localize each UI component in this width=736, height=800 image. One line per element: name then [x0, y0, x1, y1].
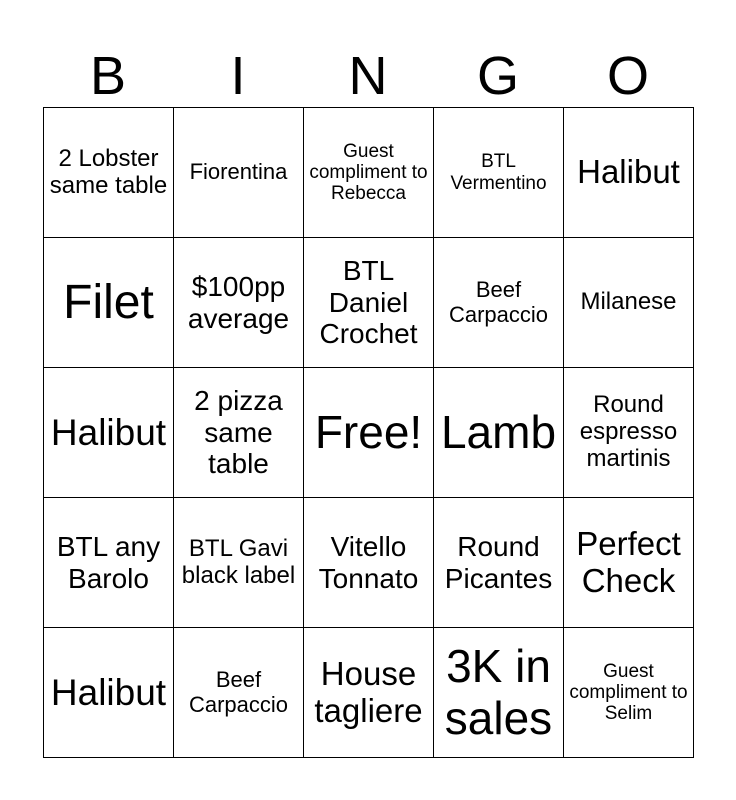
header-letter-n: N — [348, 46, 388, 106]
bingo-board — [43, 107, 694, 758]
bingo-cell[interactable]: Round espresso martinis — [564, 368, 694, 498]
bingo-cell[interactable]: Milanese — [564, 238, 694, 368]
bingo-cell[interactable]: BTL Daniel Crochet — [304, 238, 434, 368]
bingo-cell[interactable]: 2 pizza same table — [174, 368, 304, 498]
bingo-cell[interactable]: Lamb — [434, 368, 564, 498]
board-row — [44, 368, 694, 498]
bingo-cell[interactable]: BTL Gavi black label — [174, 498, 304, 628]
bingo-cell[interactable]: Vitello Tonnato — [304, 498, 434, 628]
board-row — [44, 238, 694, 368]
bingo-cell[interactable]: 3K in sales — [434, 628, 564, 758]
bingo-cell[interactable]: BTL Vermentino — [434, 108, 564, 238]
bingo-cell[interactable]: 2 Lobster same table — [44, 108, 174, 238]
bingo-header — [43, 46, 693, 106]
header-letter-g: G — [476, 46, 519, 106]
board-row — [44, 628, 694, 758]
header-letter-i: I — [230, 46, 246, 106]
bingo-cell[interactable]: House tagliere — [304, 628, 434, 758]
header-letter-b: B — [89, 46, 127, 106]
bingo-cell[interactable]: Halibut — [44, 628, 174, 758]
bingo-cell[interactable]: $100pp average — [174, 238, 304, 368]
bingo-cell[interactable]: Halibut — [44, 368, 174, 498]
bingo-cell[interactable]: Beef Carpaccio — [174, 628, 304, 758]
bingo-cell[interactable]: Beef Carpaccio — [434, 238, 564, 368]
bingo-cell[interactable]: Filet — [44, 238, 174, 368]
bingo-cell[interactable]: Perfect Check — [564, 498, 694, 628]
bingo-cell[interactable]: Halibut — [564, 108, 694, 238]
bingo-cell[interactable]: Round Picantes — [434, 498, 564, 628]
bingo-cell[interactable]: Guest compliment to Selim — [564, 628, 694, 758]
board-row — [44, 498, 694, 628]
bingo-cell[interactable]: Fiorentina — [174, 108, 304, 238]
bingo-cell free-space[interactable]: Free! — [304, 368, 434, 498]
bingo-cell[interactable]: Guest compliment to Rebecca — [304, 108, 434, 238]
bingo-cell[interactable]: BTL any Barolo — [44, 498, 174, 628]
header-letter-o: O — [606, 46, 649, 106]
board-row — [44, 108, 694, 238]
